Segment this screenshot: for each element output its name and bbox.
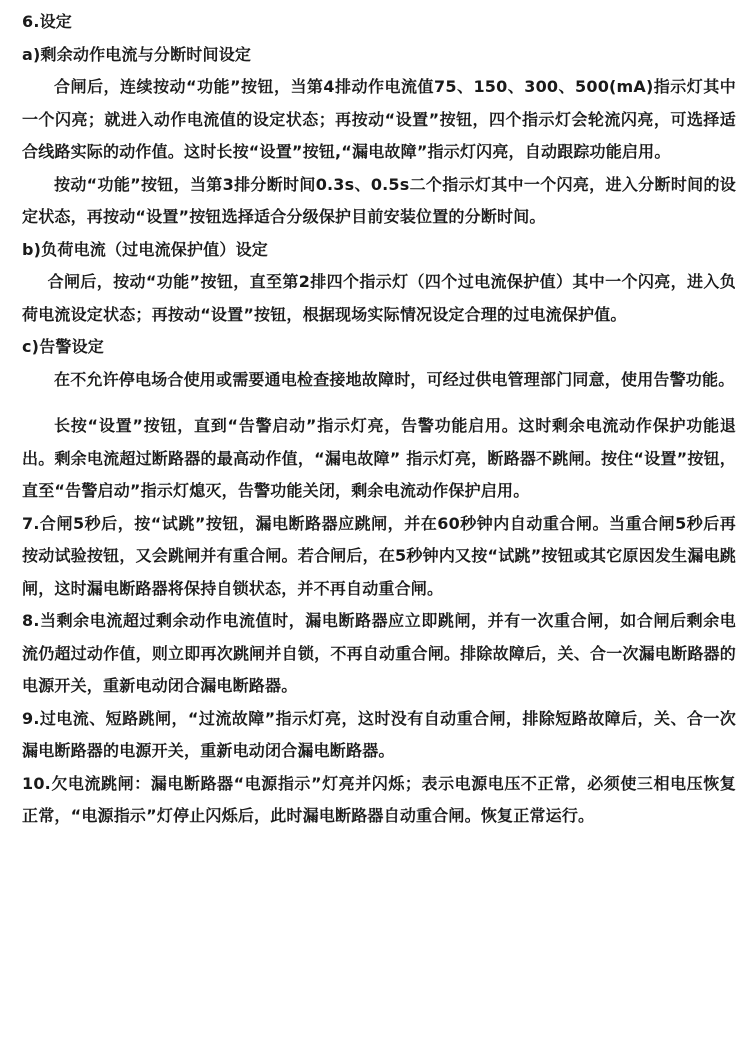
subsection-b-title: b)负荷电流（过电流保护值）设定 bbox=[22, 239, 268, 259]
subsection-b-paragraph-1: 合闸后，按动“功能”按钮，直至第2排四个指示灯（四个过电流保护值）其中一个闪亮，进入负荷电流设定状态；再按动“设置”按钮，根据现场实际情况设定合理的过电流保护值。 bbox=[22, 272, 736, 324]
section-title: 6.设定 bbox=[22, 12, 73, 31]
subsection-c-paragraph-2: 长按“设置”按钮，直到“告警启动”指示灯亮，告警功能启用。这时剩余电流动作保护功能退出。剩余电流超过断路器的最高动作值，“漏电故障” 指示灯亮，断路器不跳闸。按住“设置”按钮，直至“告警启动”指示灯熄灭，告警功能关闭，剩余电流动作保护启用。 bbox=[22, 416, 736, 500]
subsection-a-title: a)剩余动作电流与分断时间设定 bbox=[22, 44, 252, 64]
item-8-paragraph: 8.当剩余电流超过剩余动作电流值时，漏电断路器应立即跳闸，并有一次重合闸，如合闸后剩余电流仍超过动作值，则立即再次跳闸并自锁，不再自动重合闸。排除故障后，关、合一次漏电断路器的电源开关，重新电动闭合漏电断路器。 bbox=[22, 611, 736, 695]
item-7-paragraph: 7.合闸5秒后，按“试跳”按钮，漏电断路器应跳闸，并在60秒钟内自动重合闸。当重合闸5秒后再按动试验按钮，又会跳闸并有重合闸。若合闸后，在5秒钟内又按“试跳”按钮或其它原因发生漏电跳闸，这时漏电断路器将保持自锁状态，并不再自动重合闸。 bbox=[22, 513, 736, 598]
subsection-a-paragraph-2: 按动“功能”按钮，当第3排分断时间0.3s、0.5s二个指示灯其中一个闪亮，进入分断时间的设定状态，再按动“设置”按钮选择适合分级保护目前安装位置的分断时间。 bbox=[22, 174, 736, 226]
item-10-paragraph: 10.欠电流跳闸：漏电断路器“电源指示”灯亮并闪烁；表示电源电压不正常，必须使三相电压恢复正常，“电源指示”灯停止闪烁后，此时漏电断路器自动重合闸。恢复正常运行。 bbox=[22, 773, 736, 825]
subsection-a-paragraph-1: 合闸后，连续按动“功能”按钮，当第4排动作电流值75、150、300、500(mA)指示灯其中一个闪亮；就进入动作电流值的设定状态；再按动“设置”按钮，四个指示灯会轮流闪亮，可选择适合线路实际的动作值。这时长按“设置”按钮,“漏电故障”指示灯闪亮，自动跟踪功能启用。 bbox=[22, 77, 736, 161]
subsection-c-paragraph-1: 在不允许停电场合使用或需要通电检查接地故障时，可经过供电管理部门同意，使用告警功能。 bbox=[54, 369, 735, 389]
subsection-c-title: c)告警设定 bbox=[22, 337, 104, 356]
item-9-paragraph: 9.过电流、短路跳闸，“过流故障”指示灯亮，这时没有自动重合闸，排除短路故障后，关、合一次漏电断路器的电源开关，重新电动闭合漏电断路器。 bbox=[22, 708, 736, 760]
